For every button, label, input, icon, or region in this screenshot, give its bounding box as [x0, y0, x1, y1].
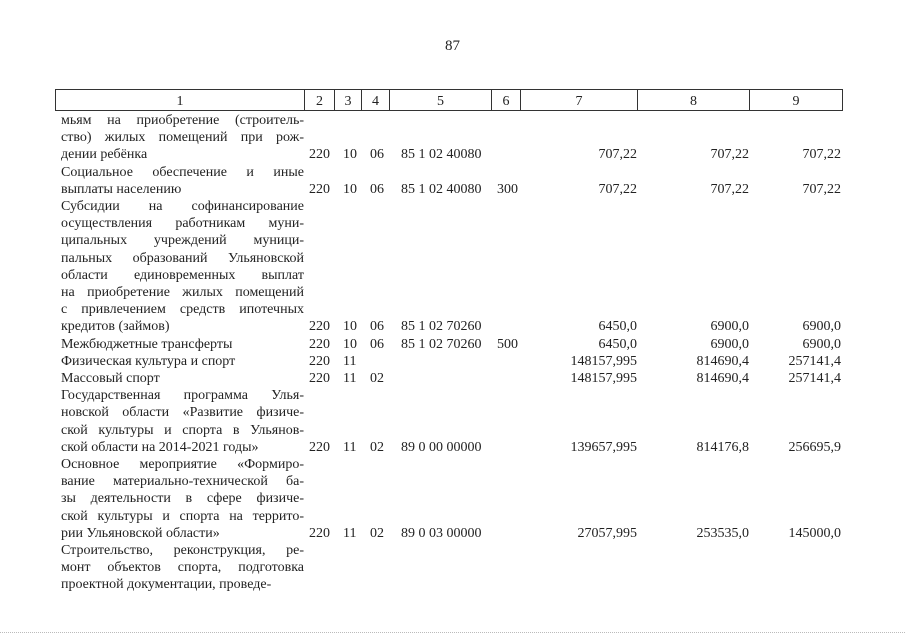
row-cell-c6: 500 [497, 336, 518, 352]
row-cell-c4: 02 [370, 439, 384, 455]
row-cell-c7: 707,22 [598, 147, 637, 163]
row-text-line: ской культуры и спорта на террито- [61, 508, 304, 524]
row-cell-c4: 06 [370, 319, 384, 335]
row-cell-c2: 220 [309, 525, 330, 541]
row-cell-c7: 6450,0 [598, 336, 637, 352]
row-cell-c4: 02 [370, 371, 384, 386]
row-cell-c6: 300 [497, 181, 518, 197]
row-cell-c3: 11 [343, 353, 357, 369]
row-cell-c2: 220 [309, 439, 330, 455]
row-text-line: Социальное обеспечение и иные [61, 164, 304, 180]
col-header-6: 6 [492, 90, 521, 111]
row-text-line: на приобретение жилых помещений [61, 285, 304, 300]
col-header-4: 4 [362, 90, 390, 111]
row-cell-c7: 707,22 [598, 181, 637, 197]
row-cell-c8: 814176,8 [696, 439, 749, 455]
row-text-line: ство) жилых помещений при рож- [61, 130, 304, 146]
row-cell-c2: 220 [309, 353, 330, 369]
row-cell-c5: 85 1 02 40080 [401, 147, 482, 163]
row-text-line: осуществления работникам муни- [61, 216, 304, 232]
row-cell-c4: 06 [370, 181, 384, 197]
row-cell-c9: 6900,0 [802, 336, 841, 352]
row-cell-c5: 85 1 02 70260 [401, 319, 482, 335]
row-cell-c3: 11 [343, 525, 357, 541]
col-header-5: 5 [390, 90, 492, 111]
row-text-line: с привлечением средств ипотечных [61, 302, 304, 318]
row-cell-c3: 10 [343, 181, 357, 197]
col-header-2: 2 [305, 90, 335, 111]
row-cell-c7: 6450,0 [598, 319, 637, 335]
row-text-line: пальных образований Ульяновской [61, 250, 304, 266]
row-cell-c8: 253535,0 [696, 525, 749, 541]
row-cell-c7: 148157,995 [570, 353, 637, 369]
row-cell-c2: 220 [309, 181, 330, 197]
row-text-line: Межбюджетные трансферты [61, 336, 233, 352]
row-text-line: Строительство, реконструкция, ре- [61, 543, 304, 558]
row-cell-c9: 6900,0 [802, 319, 841, 335]
row-cell-c5: 85 1 02 40080 [401, 181, 482, 197]
row-cell-c7: 139657,995 [570, 439, 637, 455]
row-text-line: области единовременных выплат [61, 267, 304, 283]
row-cell-c2: 220 [309, 336, 330, 352]
row-cell-c3: 10 [343, 319, 357, 335]
col-header-3: 3 [335, 90, 362, 111]
row-cell-c5: 89 0 00 00000 [401, 439, 482, 455]
row-cell-c8: 6900,0 [710, 319, 749, 335]
col-header-7: 7 [521, 90, 638, 111]
row-text-line: рии Ульяновской области» [61, 525, 220, 541]
scan-edge [0, 632, 905, 635]
row-cell-c9: 257141,4 [788, 353, 841, 369]
row-text-line: Массовый спорт [61, 371, 160, 386]
row-cell-c3: 11 [343, 439, 357, 455]
row-cell-c9: 257141,4 [788, 371, 841, 386]
row-cell-c2: 220 [309, 371, 330, 386]
row-cell-c2: 220 [309, 147, 330, 163]
row-cell-c9: 145000,0 [788, 525, 841, 541]
row-cell-c4: 06 [370, 147, 384, 163]
row-cell-c9: 256695,9 [788, 439, 841, 455]
row-text-line: Основное мероприятие «Формиро- [61, 457, 304, 472]
row-cell-c8: 814690,4 [696, 371, 749, 386]
row-text-line: Физическая культура и спорт [61, 353, 236, 369]
row-cell-c5: 85 1 02 70260 [401, 336, 482, 352]
row-cell-c3: 10 [343, 147, 357, 163]
row-cell-c9: 707,22 [802, 147, 841, 163]
row-cell-c4: 02 [370, 525, 384, 541]
row-cell-c4: 06 [370, 336, 384, 352]
row-text-line: мьям на приобретение (строитель- [61, 113, 304, 128]
row-text-line: вание материально-технической ба- [61, 474, 304, 490]
row-cell-c5: 89 0 03 00000 [401, 525, 482, 541]
row-cell-c2: 220 [309, 319, 330, 335]
row-cell-c7: 148157,995 [570, 371, 637, 386]
col-header-1: 1 [56, 90, 305, 111]
row-text-line: ципальных учреждений муници- [61, 233, 304, 249]
column-header-row [55, 89, 843, 111]
row-cell-c8: 707,22 [710, 147, 749, 163]
col-header-8: 8 [638, 90, 750, 111]
row-text-line: кредитов (займов) [61, 319, 170, 335]
row-cell-c7: 27057,995 [577, 525, 637, 541]
col-header-9: 9 [750, 90, 843, 111]
row-text-line: новской области «Развитие физиче- [61, 405, 304, 421]
row-cell-c8: 707,22 [710, 181, 749, 197]
row-cell-c9: 707,22 [802, 181, 841, 197]
row-cell-c8: 814690,4 [696, 353, 749, 369]
row-cell-c3: 10 [343, 336, 357, 352]
row-text-line: зы деятельности в сфере физиче- [61, 491, 304, 507]
row-cell-c8: 6900,0 [710, 336, 749, 352]
row-text-line: монт объектов спорта, подготовка [61, 560, 304, 576]
row-text-line: проектной документации, проведе- [61, 577, 272, 593]
row-text-line: ской области на 2014-2021 годы» [61, 439, 259, 455]
row-cell-c3: 11 [343, 371, 357, 386]
row-text-line: дении ребёнка [61, 147, 148, 163]
page-number: 87 [445, 38, 460, 54]
row-text-line: выплаты населению [61, 181, 182, 197]
row-text-line: ской культуры и спорта в Ульянов- [61, 422, 304, 438]
row-text-line: Субсидии на софинансирование [61, 199, 304, 214]
row-text-line: Государственная программа Улья- [61, 388, 304, 404]
